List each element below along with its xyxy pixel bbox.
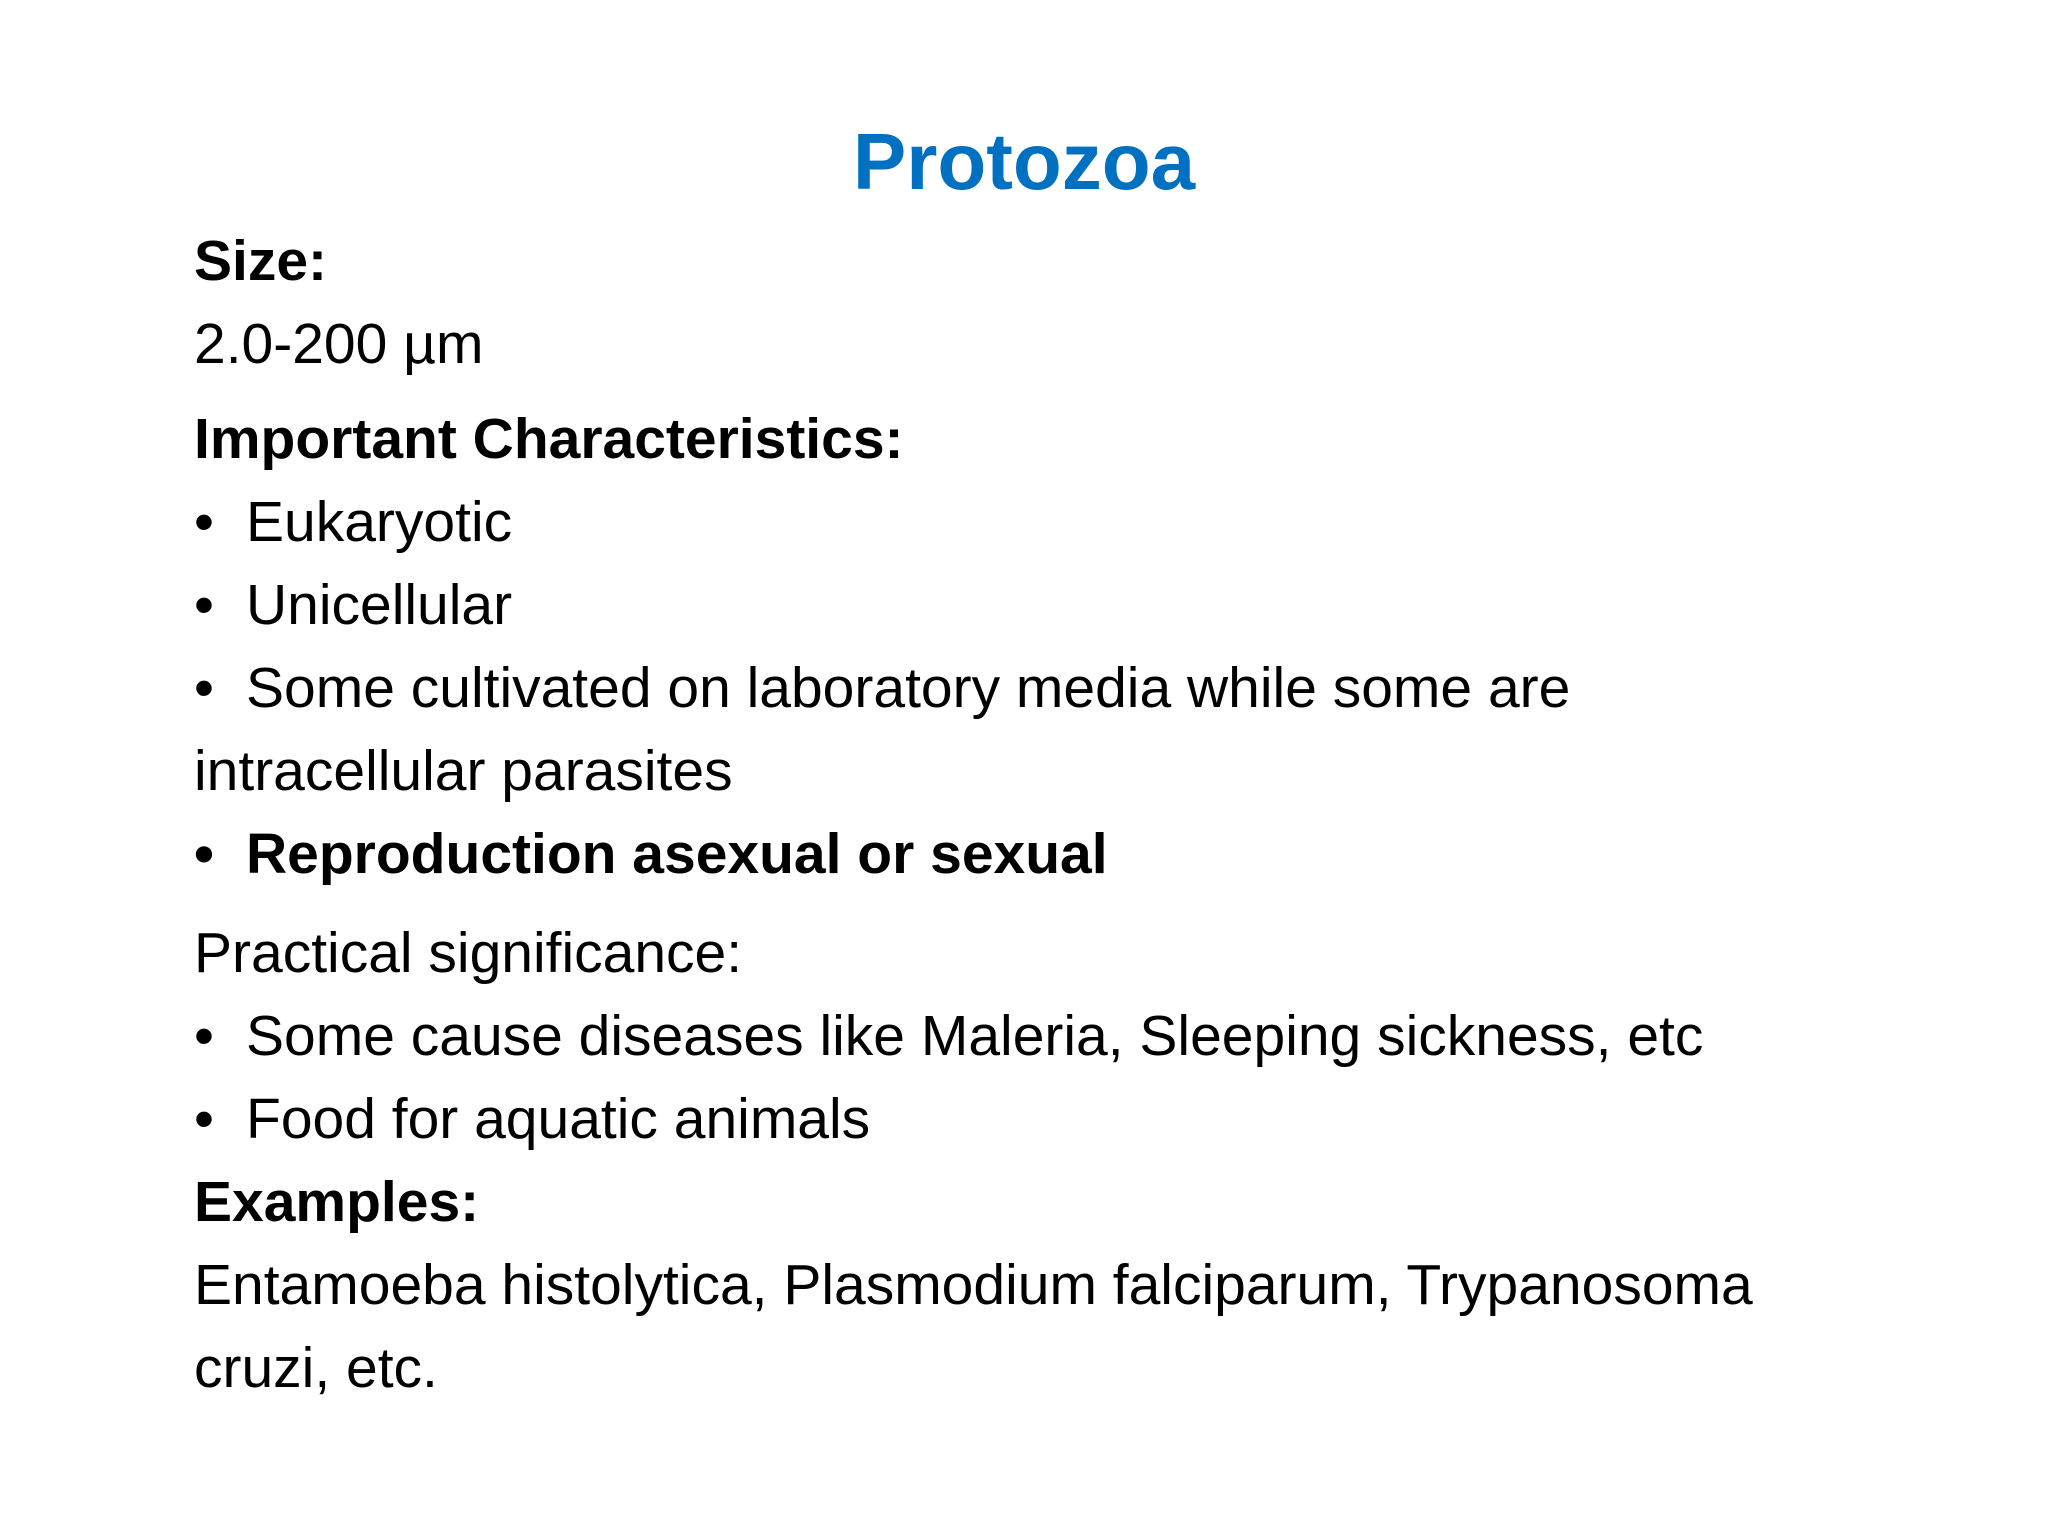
significance-heading: Practical significance: [194, 921, 743, 985]
bullet-icon: • [194, 656, 214, 720]
significance-item [194, 995, 1954, 1078]
characteristic-item [194, 481, 1954, 564]
characteristic-item [194, 813, 1954, 896]
bullet-icon: • [194, 573, 214, 637]
characteristic-text: Some cultivated on laboratory media while some are [246, 656, 1571, 720]
significance-text: Food for aquatic animals [246, 1087, 871, 1151]
bullet-icon: • [194, 822, 214, 886]
characteristic-item [194, 564, 1954, 647]
significance-item [194, 1078, 1954, 1161]
examples-line: cruzi, etc. [194, 1336, 438, 1400]
bullet-icon: • [194, 490, 214, 554]
bullet-icon: • [194, 1004, 214, 1068]
slide-body [194, 220, 1954, 1410]
characteristic-text: Reproduction asexual or sexual [246, 822, 1108, 886]
bullet-icon: • [194, 1087, 214, 1151]
examples-line: Entamoeba histolytica, Plasmodium falciparum, Trypanosoma [194, 1253, 1753, 1317]
characteristic-continuation: intracellular parasites [194, 739, 733, 803]
size-value: 2.0-200 µm [194, 312, 484, 376]
significance-text: Some cause diseases like Maleria, Sleeping sickness, etc [246, 1004, 1704, 1068]
characteristics-heading: Important Characteristics: [194, 407, 904, 471]
examples-heading: Examples: [194, 1170, 480, 1234]
characteristic-text: Eukaryotic [246, 490, 513, 554]
characteristic-text: Unicellular [246, 573, 513, 637]
slide-title: Protozoa [852, 117, 1196, 206]
size-heading: Size: [194, 229, 328, 293]
characteristic-item [194, 647, 1954, 730]
